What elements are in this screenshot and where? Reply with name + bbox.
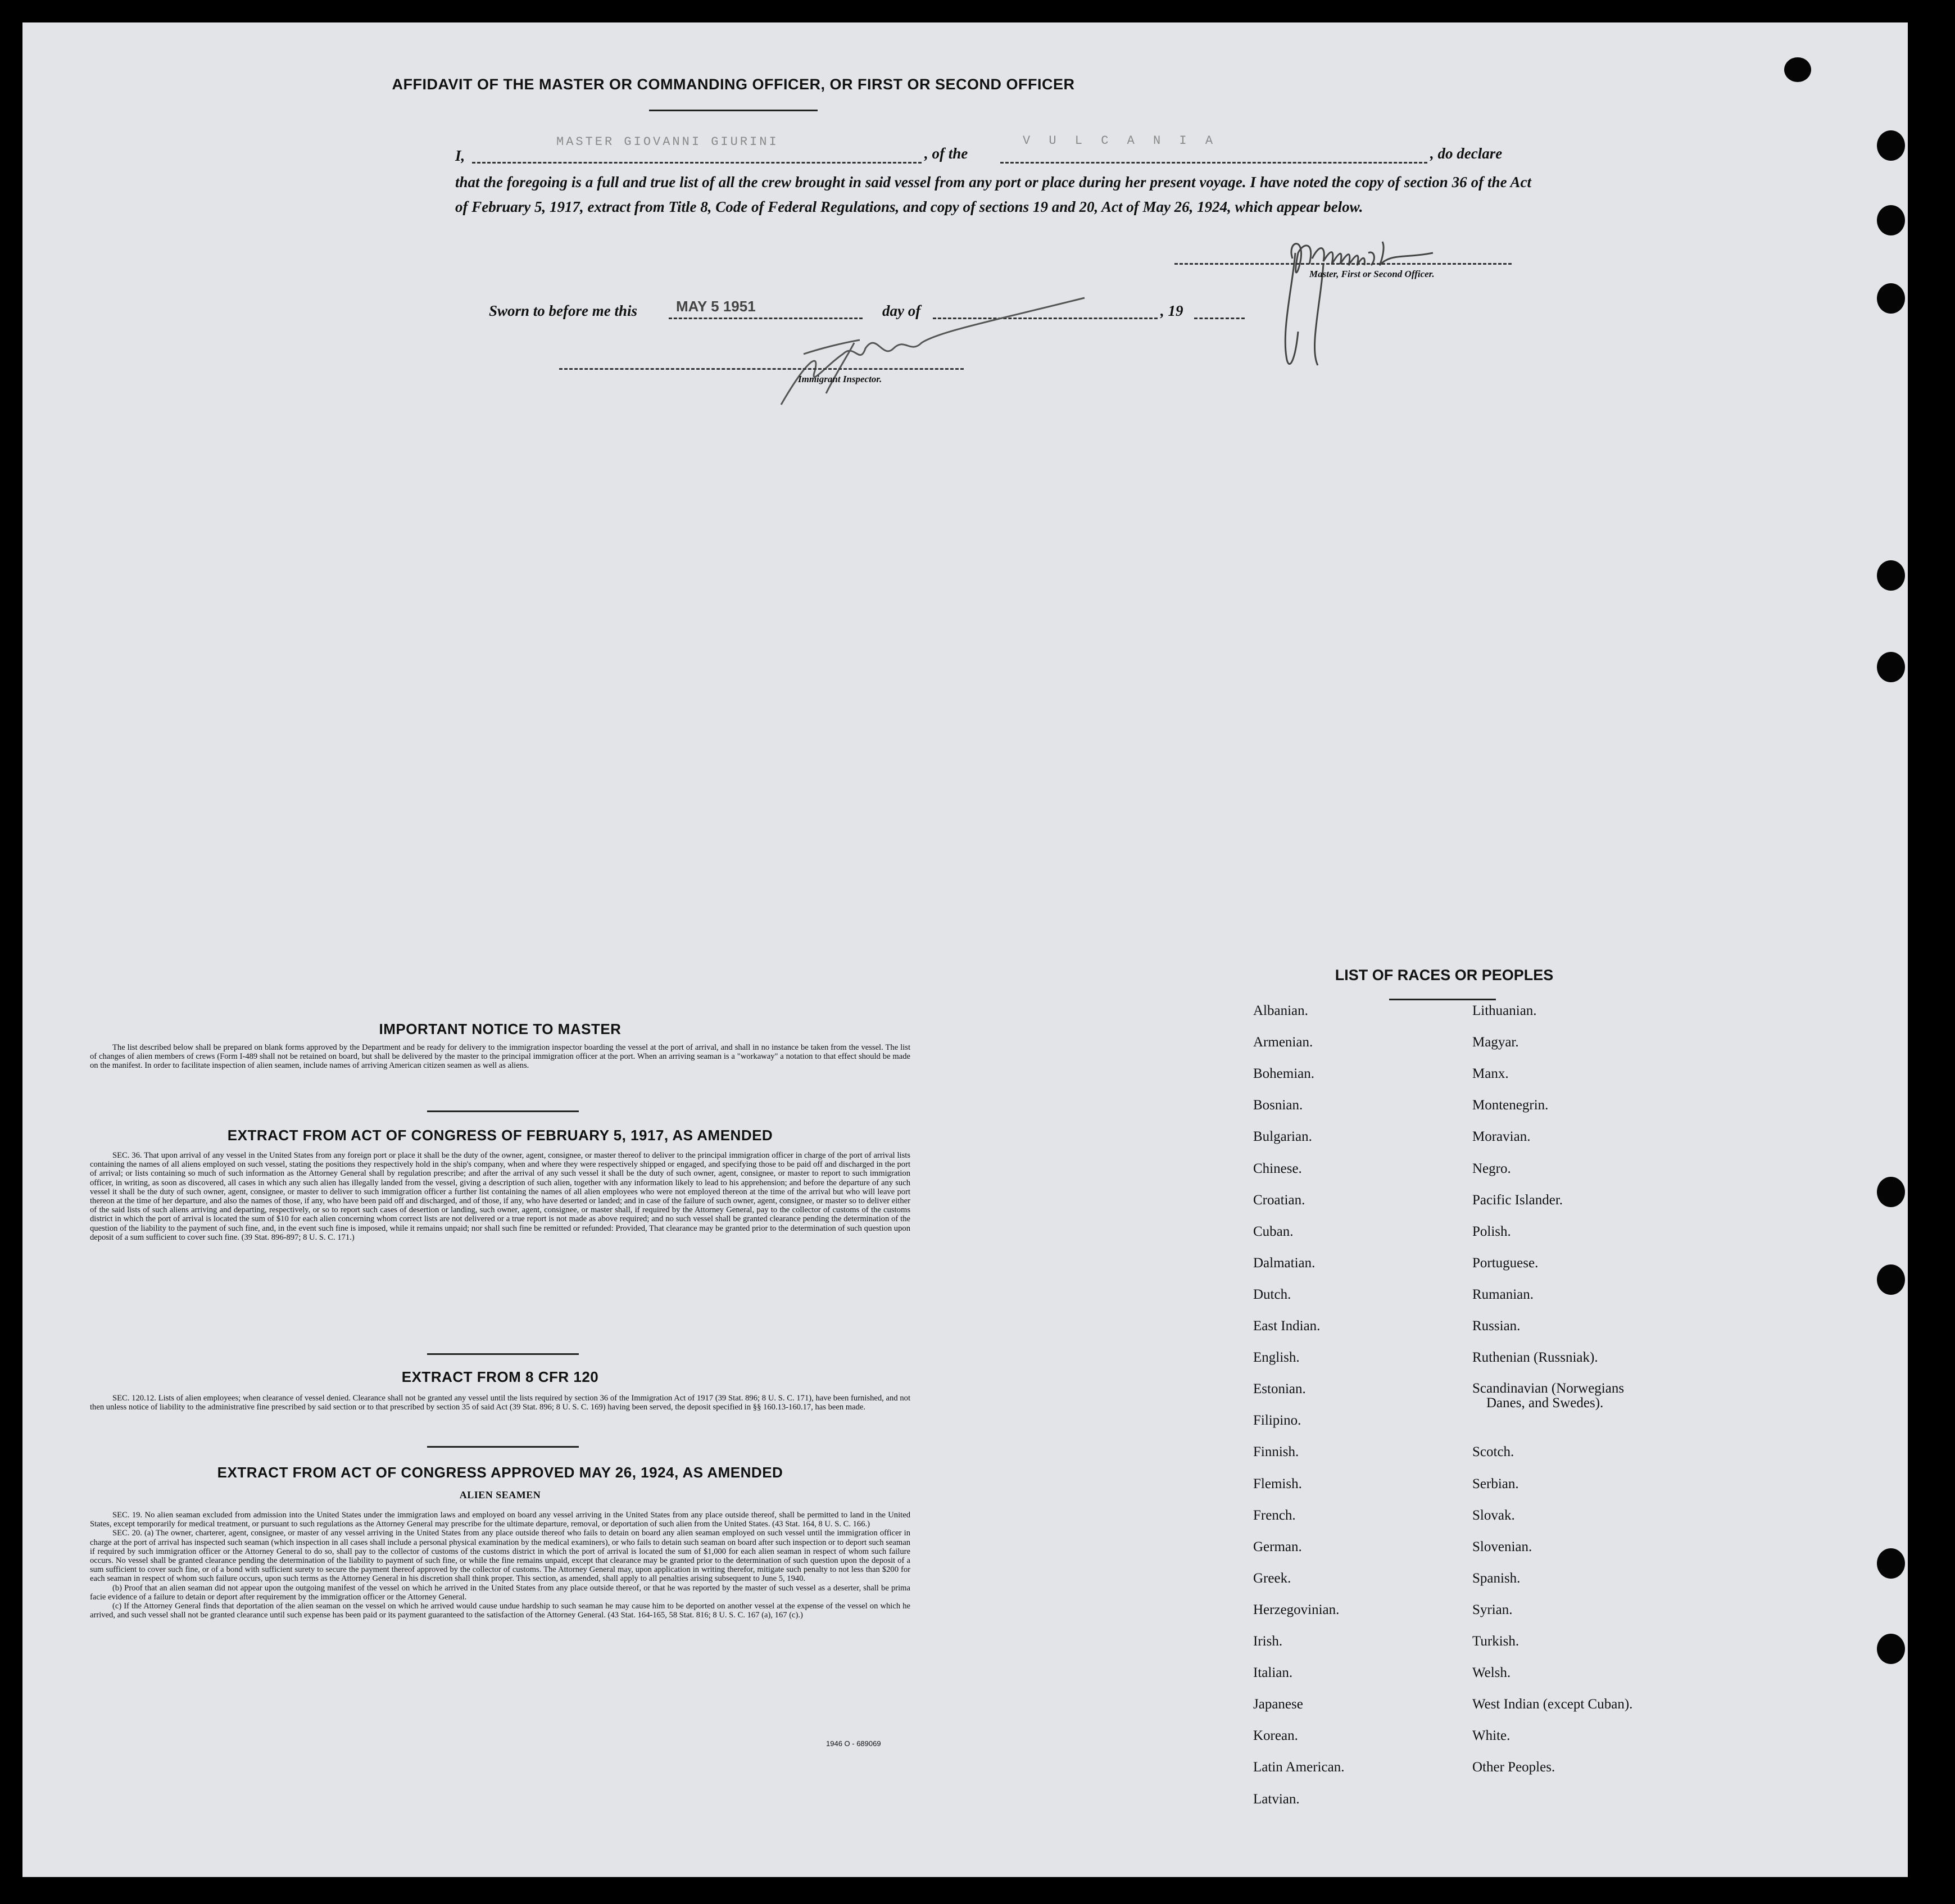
race-item: Other Peoples. [1472,1760,1555,1775]
day-of-label: day of [882,302,921,319]
sec20a-paragraph: SEC. 20. (a) The owner, charterer, agent, consignee, or master of any vessel arriving in the United States from any place outside thereof who fails to detain on board any alien seaman employed on such vessel until the immigration officer in charge at the port of arrival has inspected such seaman (which inspection in all cases shall include a personal physical examination by the medical examiners), or who fails to detain such seaman on board after such inspection or to deport such seaman if required by such immigration officer or the Attorney General to do so, shall pay to the collector of customs of the customs district in which the port of arrival is located the sum of $1,000 for each alien seaman in respect of whom such failure occurs. No vessel shall be granted clearance pending the determination of the liability to payment of such fine, or while the fine remains unpaid, except that clearance may be granted prior to the determination of such question upon the deposit of a sum sufficient to cover such fine, or of a bond with sufficient surety to secure the payment thereof approved by the collector of customs. The Attorney General may, upon application in writing therefor, mitigate such penalty to not less than $200 for each seaman in respect of whom such failure occurs, upon such terms as the Attorney General in his discretion shall think proper. This section, as amended, shall apply to all penalties arising subsequent to June 5, 1940. [90,1529,910,1584]
race-item: Bulgarian. [1253,1129,1312,1145]
race-item: Cuban. [1253,1223,1294,1239]
extract-1924-body [90,1511,910,1620]
extract-1917-body [90,1151,910,1242]
race-item: Irish. [1253,1634,1283,1649]
binder-hole [1877,652,1905,682]
race-item: Bosnian. [1253,1098,1303,1113]
section-rule [427,1446,579,1448]
races-title: LIST OF RACES OR PEOPLES [1335,967,1554,983]
race-item: Rumanian. [1472,1286,1534,1302]
race-item: Montenegrin. [1472,1098,1549,1113]
race-item: Chinese. [1253,1160,1302,1176]
binder-hole [1877,1634,1905,1664]
vessel-name: V U L C A N I A [1023,134,1219,148]
sworn-label: Sworn to before me this [489,302,638,319]
race-item: Flemish. [1253,1476,1302,1492]
master-name: MASTER GIOVANNI GIURINI [556,135,779,149]
manifest-sheet [22,22,1908,1877]
do-declare-label: , do declare [1430,145,1503,162]
race-item: Bohemian. [1253,1066,1315,1082]
date-stamp: MAY 5 1951 [676,298,756,315]
race-item: Dutch. [1253,1286,1291,1302]
master-signature [1270,219,1484,388]
race-item: Turkish. [1472,1634,1519,1649]
master-caption: Master, First or Second Officer. [1309,269,1435,279]
master-signature-line [1174,263,1512,265]
race-item: Latvian. [1253,1791,1300,1807]
race-item: Dalmatian. [1253,1255,1316,1271]
binder-hole [1877,1264,1905,1295]
sec20c-paragraph: (c) If the Attorney General finds that deportation of the alien seaman on the vessel on which he arrived would cause undue hardship to such seaman he may cause him to be deported on another vessel at the expense of the vessel on which he arrived, and such vessel shall not be granted clearance until such expense has been paid or its payment guaranteed to the satisfaction of the Attorney General. (43 Stat. 164-165, 58 Stat. 816; 8 U. S. C. 167 (a), 167 (c).) [90,1602,910,1620]
race-item: Korean. [1253,1728,1298,1744]
race-item: English. [1253,1350,1300,1366]
race-item: Slovak. [1472,1507,1515,1523]
binder-hole [1877,283,1905,314]
race-item: Latin American. [1253,1760,1345,1775]
title-rule [649,110,818,111]
extract-cfr-body [90,1394,910,1412]
master-name-line [472,162,922,164]
race-item: Moravian. [1472,1129,1531,1145]
declaration-text: that the foregoing is a full and true list of all the crew brought in said vessel from any port or place during her present voyage. I have noted the copy of section 36 of the Act of February 5, 1917, extract from Title 8, Code of Federal Regulations, and copy of sections 19 and 20, Act of May 26, 1924, which appear below. [455,174,1531,215]
race-item: Pacific Islander. [1472,1192,1563,1208]
extract-1917-title: EXTRACT FROM ACT OF CONGRESS OF FEBRUARY 5, 1917, AS AMENDED [227,1127,773,1144]
race-item: Scotch. [1472,1444,1514,1460]
race-item: Croatian. [1253,1192,1305,1208]
alien-seamen-subtitle: ALIEN SEAMEN [459,1489,541,1500]
section-rule [427,1353,579,1355]
binder-hole [1877,130,1905,161]
binder-hole [1877,1177,1905,1207]
of-the-label: , of the [924,145,968,162]
year-label: , 19 [1160,302,1183,319]
race-item: Russian. [1472,1318,1521,1334]
year-line [1194,318,1245,319]
extract-1924-title: EXTRACT FROM ACT OF CONGRESS APPROVED MAY 26, 1924, AS AMENDED [217,1464,783,1481]
race-item: Polish. [1472,1223,1511,1239]
race-item: Albanian. [1253,1003,1308,1018]
binder-hole [1877,560,1905,591]
sec20b-paragraph: (b) Proof that an alien seaman did not appear upon the outgoing manifest of the vessel on which he arrived in the United States from any place outside thereof, or that he was reported by the master of such vessel as a deserter, shall be prima facie evidence of a failure to detain or deport after requirement by the immigration officer or the Attorney General. [90,1583,910,1602]
binder-hole [1784,57,1811,82]
extract-cfr-paragraph: SEC. 120.12. Lists of alien employees; when clearance of vessel denied. Clearance shall not be granted any vessel until the lists required by section 36 of the Immigration Act of 1917 (39 Stat. 896; 8 U. S. C. 171), have been furnished, and not then unless notice of liability to the administrative fine prescribed by said section or to that prescribed by section 35 of said Act (39 Stat. 896; 8 U. S. C. 169) having been served, the deposit specified in §§ 160.13-160.17, has been made. [90,1394,910,1412]
race-item: Scandinavian (Norwegians Danes, and Swedes). [1472,1381,1625,1411]
extract-cfr-title: EXTRACT FROM 8 CFR 120 [401,1368,599,1385]
inspector-caption: Immigrant Inspector. [798,374,882,384]
race-item: Serbian. [1472,1476,1519,1492]
notice-body [90,1043,910,1071]
race-item: Spanish. [1472,1570,1521,1586]
race-item: Estonian. [1253,1381,1306,1397]
race-item: Syrian. [1472,1602,1513,1617]
race-item: White. [1472,1728,1511,1744]
race-item: French. [1253,1507,1296,1523]
race-item: Armenian. [1253,1035,1313,1050]
race-item: West Indian (except Cuban). [1472,1697,1633,1712]
race-item: Portuguese. [1472,1255,1539,1271]
extract-1917-paragraph: SEC. 36. That upon arrival of any vessel in the United States from any foreign port or place it shall be the duty of the owner, agent, consignee, or master thereof to deliver to the principal immigration officer in charge of the port of arrival lists containing the names of all aliens employed on such vessel, stating the positions they respectively hold in the ship's company, when and where they were respectively shipped or engaged, and specifying those to be paid off and discharged in the port of arrival; or lists containing so much of such information as the Attorney General shall by regulation prescribe; and after the arrival of any such vessel it shall be the duty of such owner, agent, consignee, or master to report to such immigration officer, in writing, as soon as discovered, all cases in which any such alien has illegally landed from the vessel, giving a description of such alien, together with any information likely to lead to his apprehension; and before the departure of any such vessel it shall be the duty of such owner, agent, consignee, or master to deliver to such immigration officer a further list containing the names of all alien employees who were not employed thereon at the time of the arrival but who will leave port thereon at the time of her departure, and also the names of those, if any, who have been paid off and discharged, and of those, if any, who have deserted or landed; and in case of the failure of such owner, agent, consignee, or master so to deliver either of the said lists of such aliens arriving and departing, respectively, or so to report such cases of desertion or landing, such owner, agent, consignee, or master shall, if required by the Attorney General, pay to the collector of customs of the customs district in which the port of arrival is located the sum of $10 for each alien concerning whom correct lists are not delivered or a true report is not made as above required; and no such vessel shall be granted clearance pending the determination of the question of the liability to the payment of such fine, and, in the event such fine is imposed, while it remains unpaid; nor shall such fine be remitted or refunded: Provided, That clearance may be granted prior to the determination of such question upon deposit of a sum sufficient to cover such fine. (39 Stat. 896-897; 8 U. S. C. 171.) [90,1151,910,1242]
i-label: I, [455,147,465,164]
race-item: Greek. [1253,1570,1291,1586]
print-code: 1946 O - 689069 [826,1739,881,1748]
inspector-signature [770,287,1130,416]
affidavit-title: AFFIDAVIT OF THE MASTER OR COMMANDING OFFICER, OR FIRST OR SECOND OFFICER [392,76,1075,93]
race-item: Japanese [1253,1697,1303,1712]
binder-hole [1877,205,1905,235]
race-item: Filipino. [1253,1413,1301,1429]
race-item: Herzegovinian. [1253,1602,1340,1617]
race-item: East Indian. [1253,1318,1321,1334]
race-item: Manx. [1472,1066,1509,1082]
notice-paragraph: The list described below shall be prepared on blank forms approved by the Department and be ready for delivery to the immigration inspector boarding the vessel at the port of arrival, and shall in no instance be taken from the vessel. The list of changes of alien members of crews (Form I-489 shall not be retained on board, but shall be delivered by the master to the principal immigration officer at the port. When an arriving seaman is a "workaway" a notation to that effect should be made on the manifest. In order to facilitate inspection of alien seamen, include names of arriving American citizen seamen as well as aliens. [90,1043,910,1071]
notice-title: IMPORTANT NOTICE TO MASTER [379,1021,622,1037]
races-title-rule [1389,999,1496,1000]
race-item: Slovenian. [1472,1539,1532,1554]
race-item: Finnish. [1253,1444,1299,1460]
section-rule [427,1110,579,1112]
race-item: Welsh. [1472,1665,1511,1681]
race-item: Italian. [1253,1665,1293,1681]
race-item: German. [1253,1539,1302,1554]
binder-hole [1877,1548,1905,1579]
race-item: Ruthenian (Russniak). [1472,1350,1598,1366]
race-item: Negro. [1472,1160,1511,1176]
race-item: Magyar. [1472,1035,1519,1050]
inspector-signature-line [559,368,964,370]
sec19-paragraph: SEC. 19. No alien seaman excluded from admission into the United States under the immigration laws and employed on board any vessel arriving in the United States from any place outside thereof, shall be permitted to land in the United States, except temporarily for medical treatment, or pursuant to such regulations as the Attorney General may prescribe for the ultimate departure, removal, or deportation of such alien from the United States. (43 Stat. 164, 8 U. S. C. 166.) [90,1511,910,1529]
race-item: Lithuanian. [1472,1003,1537,1018]
vessel-line [1000,162,1427,164]
